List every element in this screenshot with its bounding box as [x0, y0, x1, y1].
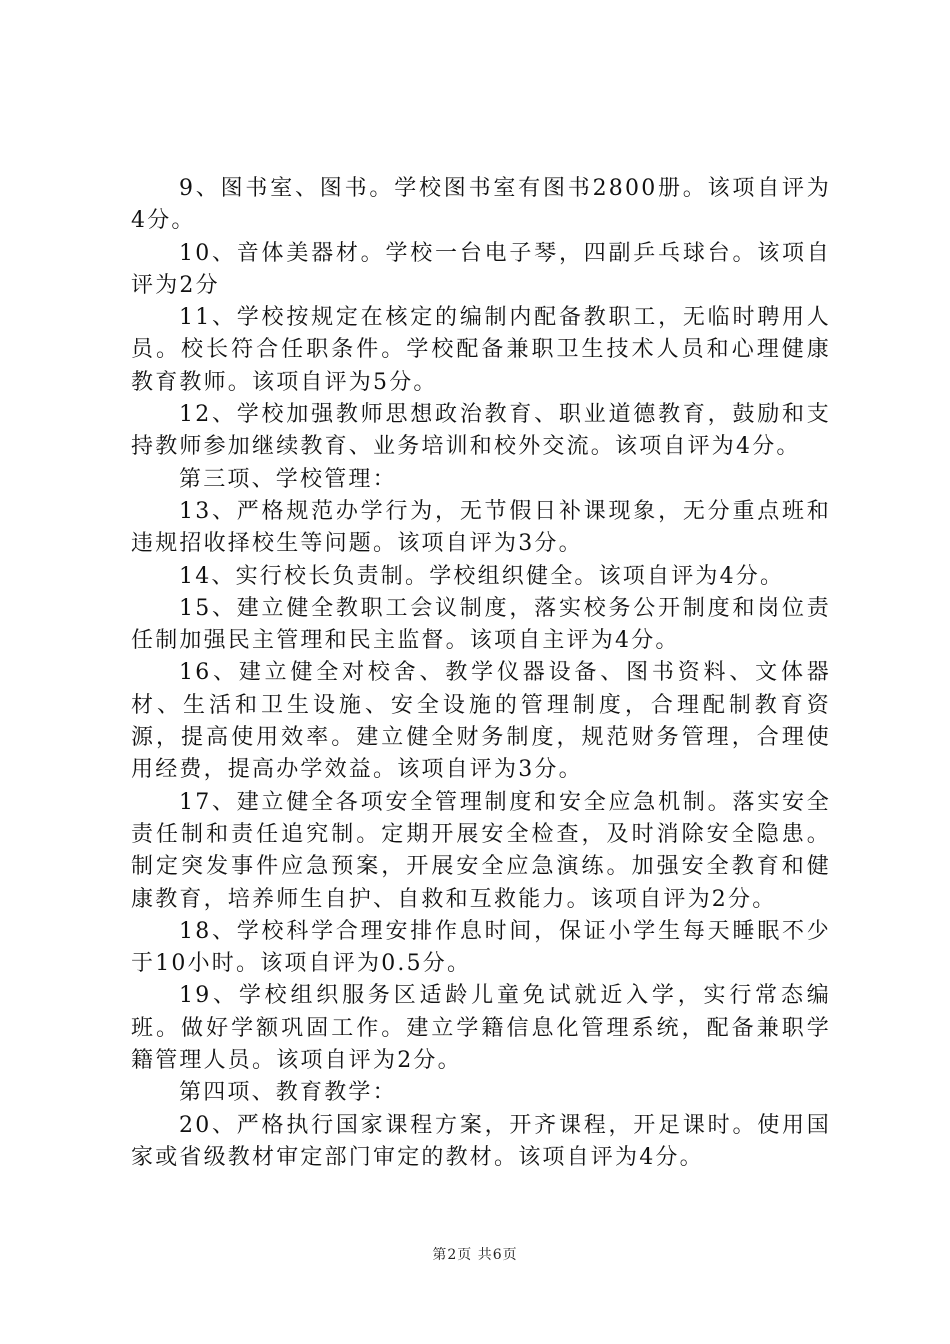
paragraph-item-11: 11、学校按规定在核定的编制内配备教职工，无临时聘用人员。校长符合任职条件。学校配备兼职卫生技术人员和心理健康教育教师。该项自评为5分。 [131, 305, 831, 395]
paragraph-item-9: 9、图书室、图书。学校图书室有图书2800册。该项自评为4分。 [131, 176, 831, 234]
paragraph-item-10: 10、音体美器材。学校一台电子琴，四副乒乓球台。该项自评为2分 [131, 240, 831, 298]
paragraph-item-12: 12、学校加强教师思想政治教育、职业道德教育，鼓励和支持教师参加继续教育、业务培训和校外交流。该项自评为4分。 [131, 402, 831, 460]
paragraph-item-18: 18、学校科学合理安排作息时间，保证小学生每天睡眠不少于10小时。该项自评为0.5分。 [131, 918, 831, 977]
section-heading-education-teaching: 第四项、教育教学： [179, 1080, 397, 1106]
paragraph-item-19: 19、学校组织服务区适龄儿童免试就近入学，实行常态编班。做好学额巩固工作。建立学籍信息化管理系统，配备兼职学籍管理人员。该项自评为2分。 [131, 983, 831, 1074]
document-body [131, 173, 831, 1174]
paragraph-item-13: 13、严格规范办学行为，无节假日补课现象，无分重点班和违规招收择校生等问题。该项自评为3分。 [131, 498, 831, 557]
paragraph-item-16: 16、建立健全对校舍、教学仪器设备、图书资料、文体器材、生活和卫生设施、安全设施的管理制度，合理配制教育资源，提高使用效率。建立健全财务制度，规范财务管理，合理使用经费，提高办学效益。该项自评为3分。 [131, 660, 831, 783]
paragraph-item-17: 17、建立健全各项安全管理制度和安全应急机制。落实安全责任制和责任追究制。定期开展安全检查，及时消除安全隐患。制定突发事件应急预案，开展安全应急演练。加强安全教育和健康教育，培养师生自护、自救和互救能力。该项自评为2分。 [131, 789, 831, 912]
section-heading-school-management: 第三项、学校管理： [179, 466, 397, 492]
paragraph-item-14: 14、实行校长负责制。学校组织健全。该项自评为4分。 [179, 563, 785, 589]
paragraph-item-20: 20、严格执行国家课程方案，开齐课程，开足课时。使用国家或省级教材审定部门审定的教材。该项自评为4分。 [131, 1112, 831, 1170]
paragraph-item-15: 15、建立健全教职工会议制度，落实校务公开制度和岗位责任制加强民主管理和民主监督。该项自主评为4分。 [131, 595, 831, 654]
page-footer: 第2页 共6页 [432, 1247, 518, 1263]
